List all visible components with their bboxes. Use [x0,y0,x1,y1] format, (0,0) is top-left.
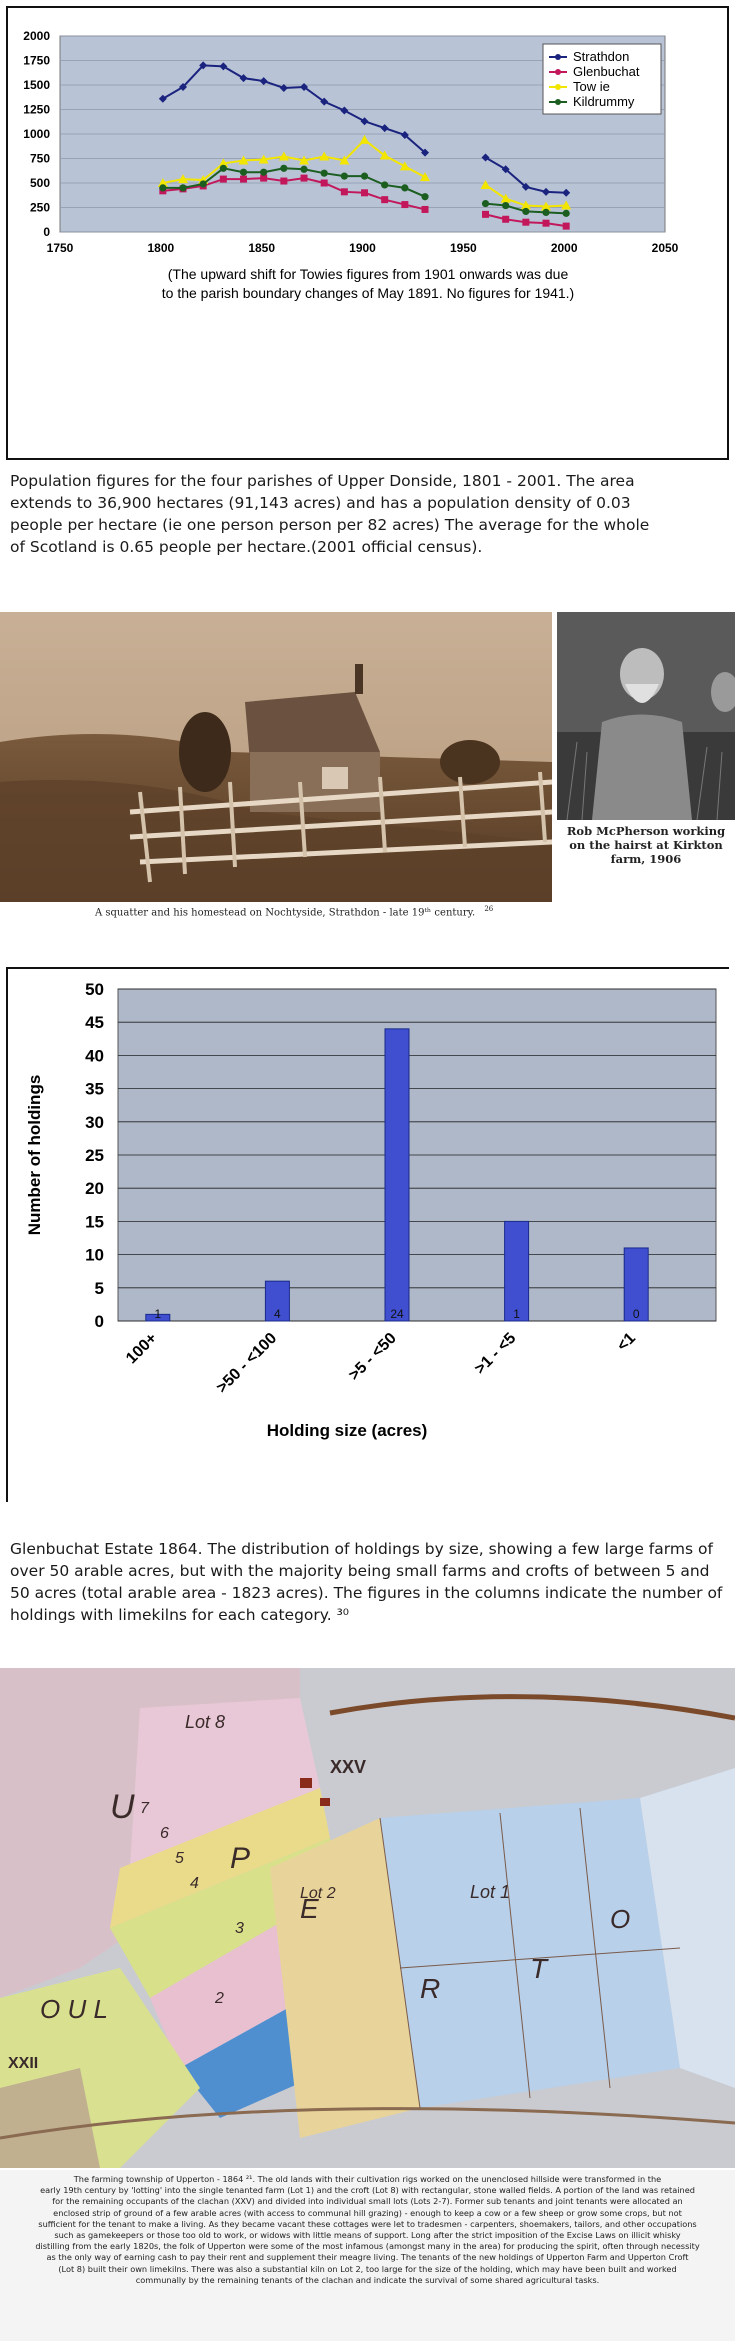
y-tick-label: 750 [29,151,50,166]
data-point [401,201,408,208]
data-point [543,220,550,227]
population-caption [10,470,649,558]
data-point [179,184,186,191]
map-label: Lot 1 [470,1882,511,1902]
caption-line: Population figures for the four parishes of Upper Donside, 1801 - 2001. The area [10,472,635,490]
data-point [240,169,247,176]
legend-label: Kildrummy [573,94,635,109]
y-tick-label: 45 [85,1013,104,1033]
x-tick-label: 1800 [147,241,175,255]
data-point [280,178,287,185]
caption-line: holdings with limekilns for each category. ³⁰ [10,1606,350,1624]
squatter-caption [95,905,493,918]
bar-data-label: 4 [274,1307,281,1321]
x-tick-label: 100+ [123,1329,161,1368]
caption-line: extends to 36,900 hectares (91,143 acres) and has a population density of 0.03 [10,494,631,512]
map-label: Lot 2 [300,1885,336,1902]
squatter-caption-text: A squatter and his homestead on Nochtyside, Strathdon - late 19ᵗʰ century. [95,907,476,919]
caption-line: for the remaining occupants of the clachan (XXV) and divided into individual small lots (Lots 2-7). Former sub tenants and joint tenants were allocated an [52,2196,683,2207]
legend-marker [555,54,561,60]
data-point [159,184,166,191]
y-tick-label: 30 [85,1112,104,1132]
map-label: T [530,1953,548,1984]
x-tick-label: 1950 [449,241,477,255]
data-point [341,188,348,195]
upperton-caption [0,2170,735,2341]
data-point [482,211,489,218]
map-label: 7 [140,1800,149,1817]
data-point [422,206,429,213]
data-point [301,175,308,182]
caption-line: distilling from the early 1820s, the folk of Upperton were some of the most infamous (amongst many in the area) for producing the spirit, often through necessity [35,2241,700,2252]
chart-note-line: (The upward shift for Towies figures from 1901 onwards was due [167,266,569,282]
holdings-chart-svg [8,969,729,1502]
data-point [421,193,428,200]
rob-mcpherson-photo [557,612,735,898]
data-point [341,173,348,180]
data-point [381,181,388,188]
caption-line: of Scotland is 0.65 people per hectare.(2001 official census). [10,538,483,556]
y-tick-label: 500 [29,176,50,190]
map-label: O U L [40,1994,108,2024]
y-tick-label: 5 [94,1278,104,1298]
glenbuchat-caption [10,1538,722,1626]
caption-line: Glenbuchat Estate 1864. The distribution of holdings by size, showing a few large farms of [10,1540,713,1558]
data-point [280,165,287,172]
data-point [260,169,267,176]
x-tick-label: 1750 [46,241,74,255]
map-label: 5 [175,1850,184,1867]
legend-marker [555,84,561,90]
caption-line: over 50 arable acres, but with the majority being small farms and crofts of between 5 and [10,1562,710,1580]
x-tick-label: 2050 [651,241,679,255]
data-point [401,184,408,191]
x-tick-label: >5 - <50 [345,1329,400,1384]
bar-data-label: 1 [154,1307,162,1321]
map-label: 3 [235,1920,244,1937]
y-tick-label: 25 [85,1146,104,1165]
holdings-chart [6,967,729,1502]
y-tick-label: 15 [85,1212,104,1232]
data-point [542,209,549,216]
map-label: P [230,1842,251,1875]
y-tick-label: 1500 [23,78,50,92]
y-axis-label: Number of holdings [25,1074,44,1236]
data-point [321,170,328,177]
data-point [300,166,307,173]
y-tick-label: 1250 [23,102,50,117]
data-point [502,216,509,223]
map-label: U [110,1788,135,1826]
rob-caption-line: Rob McPherson working [566,824,726,838]
y-tick-label: 2000 [23,29,50,43]
y-tick-label: 35 [85,1079,104,1099]
data-point [361,189,368,196]
squatter-caption-ref: 26 [484,905,494,913]
bar [385,1029,409,1321]
data-point [563,210,570,217]
y-tick-label: 0 [94,1312,104,1331]
data-point [563,223,570,230]
rob-caption [557,824,735,866]
bar-data-label: 24 [390,1307,404,1321]
map-label: Lot 8 [185,1712,226,1732]
data-point [321,180,328,187]
data-point [381,196,388,203]
rob-caption-line: farm, 1906 [610,852,682,866]
bar-data-label: 0 [632,1307,640,1321]
y-tick-label: 1000 [23,127,50,141]
caption-line: enclosed strip of ground of a few arable acres (with access to communal hill grazing) - enough to keep a cow or a few sheep or grow some crops, but not [53,2207,682,2218]
data-point [240,176,247,183]
y-tick-label: 1750 [23,53,50,68]
population-chart [6,6,729,460]
map-label: 2 [215,1990,224,2007]
squatter-homestead-photo [0,612,552,924]
chart-note-line: to the parish boundary changes of May 1891. No figures for 1941.) [161,285,575,301]
data-point [220,165,227,172]
caption-line: such as gamekeepers or those too old to work, or widows with little means of support. Long after the strict imposition of the Excise Laws on illicit whisky [54,2230,681,2241]
legend-marker [555,99,561,105]
map-label: XXII [8,2055,39,2072]
map-label: R [420,1973,441,2004]
x-tick-label: 1850 [248,241,276,255]
x-axis-label: Holding size (acres) [266,1421,428,1440]
x-tick-label: <1 [614,1329,640,1355]
map-label: E [300,1893,319,1924]
legend-label: Glenbuchat [573,64,640,79]
data-point [522,219,529,226]
caption-line: sufficient for the tenant to make a living. As they became vacant these cottages were let to tradesmen - carpenters, shoemakers, tailors, and other occupations [38,2218,697,2229]
caption-line: 50 acres (total arable area - 1823 acres). The figures in the columns indicate the number of [10,1584,723,1602]
y-tick-label: 50 [85,980,104,999]
map-label: 4 [190,1875,199,1892]
y-tick-label: 0 [43,225,50,239]
map-label: O [610,1904,631,1934]
caption-line: early 19th century by 'lotting' into the single tenanted farm (Lot 1) and the croft (Lot 8) with rectangular, stone walled fields. A portion of the land was retained [40,2185,695,2196]
caption-line: The farming township of Upperton - 1864 ²¹. The old lands with their cultivation rigs worked on the unenclosed hillside were transformed in the [73,2174,662,2184]
y-tick-label: 10 [85,1245,104,1265]
population-chart-svg [8,8,727,458]
y-tick-label: 250 [29,200,50,215]
data-point [482,200,489,207]
caption-line: (Lot 8) built their own limekilns. There was also a substantial kiln on Lot 2, too large for the size of the holding, which may have been built and worked [58,2263,677,2274]
data-point [502,202,509,209]
data-point [220,176,227,183]
x-tick-label: 1900 [349,241,376,255]
y-tick-label: 20 [85,1179,104,1199]
map-label: XXV [330,1757,367,1777]
map-label: 6 [160,1825,169,1842]
legend-marker [555,69,561,75]
legend-label: Strathdon [573,49,630,64]
x-tick-label: 2000 [550,241,578,255]
legend-label: Tow ie [573,79,610,94]
data-point [200,180,207,187]
caption-line: people per hectare (ie one person person per 82 acres) The average for the whole [10,516,650,534]
x-tick-label: >50 - <100 [213,1329,281,1397]
caption-line: communally by the remaining tenants of the clachan and indicate the survival of some shared agricultural tasks. [135,2274,600,2285]
caption-line: as the only way of earning cash to pay their rent and supplement their meagre living. The tenants of the new holdings of Upperton Farm and Upperton Croft [46,2252,689,2263]
data-point [361,173,368,180]
y-tick-label: 40 [85,1046,104,1066]
bar-data-label: 1 [513,1307,520,1321]
data-point [522,208,529,215]
rob-caption-line: on the hairst at Kirkton [569,838,723,852]
x-tick-label: >1 - <5 [471,1329,520,1378]
upperton-map [0,1668,735,2168]
